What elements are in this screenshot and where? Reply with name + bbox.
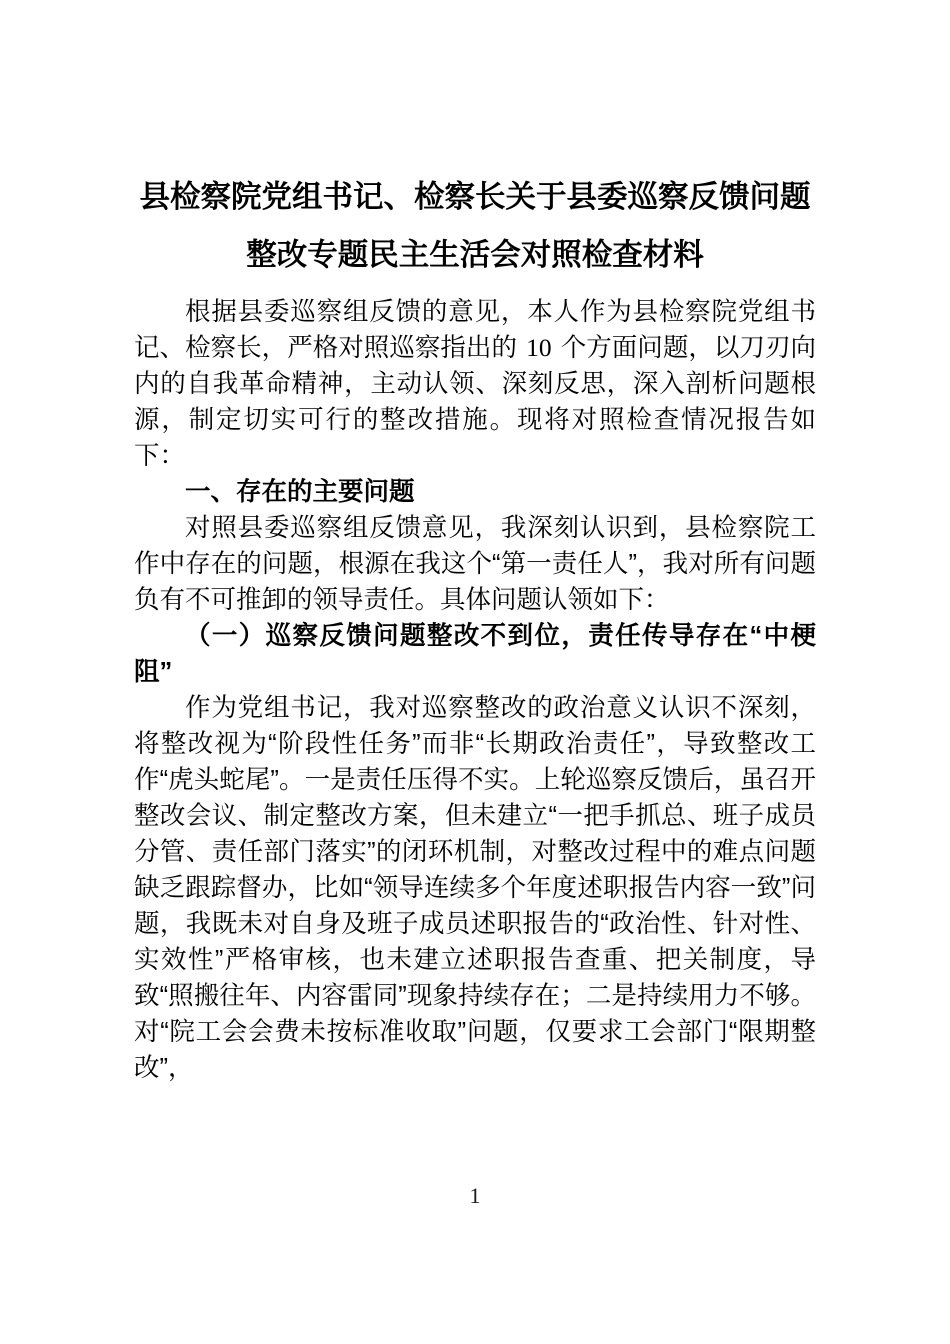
subsection-1-1-body-paragraph: 作为党组书记，我对巡察整改的政治意义认识不深刻，将整改视为“阶段性任务”而非“长期政治责任”，导致整改工作“虎头蛇尾”。一是责任压得不实。上轮巡察反馈后，虽召开整改会议、制定整改方案，但未建立“一把手抓总、班子成员分管、责任部门落实”的闭环机制，对整改过程中的难点问题缺乏跟踪督办，比如“领导连续多个年度述职报告内容一致”问题，我既未对自身及班子成员述职报告的“政治性、针对性、实效性”严格审核，也未建立述职报告查重、把关制度，导致“照搬往年、内容雷同”现象持续存在；二是持续用力不够。对“院工会会费未按标准收取”问题，仅要求工会部门“限期整改”， — [134, 694, 816, 1082]
section-heading-1: 一、存在的主要问题 — [185, 478, 415, 506]
page-number: 1 — [469, 1183, 481, 1208]
document-content — [134, 168, 816, 1086]
inline-number: 10 — [526, 333, 552, 362]
subsection-heading-1-1: （一）巡察反馈问题整改不到位，责任传导存在“中梗阻” — [134, 622, 816, 686]
page-title: 县检察院党组书记、检察长关于县委巡察反馈问题整改专题民主生活会对照检查材料 — [139, 180, 811, 272]
intro-paragraph: 根据县委巡察组反馈的意见，本人作为县检察院党组书记、检察长，严格对照巡察指出的 10 个方面问题，以刀刃向内的自我革命精神，主动认领、深刻反思，深入剖析问题根源，制定切实可行的整改措施。现将对照检查情况报告如下： — [134, 298, 816, 470]
section-1-lead-paragraph: 对照县委巡察组反馈意见，我深刻认识到，县检察院工作中存在的问题，根源在我这个“第一责任人”，我对所有问题负有不可推卸的领导责任。具体问题认领如下： — [134, 514, 816, 614]
